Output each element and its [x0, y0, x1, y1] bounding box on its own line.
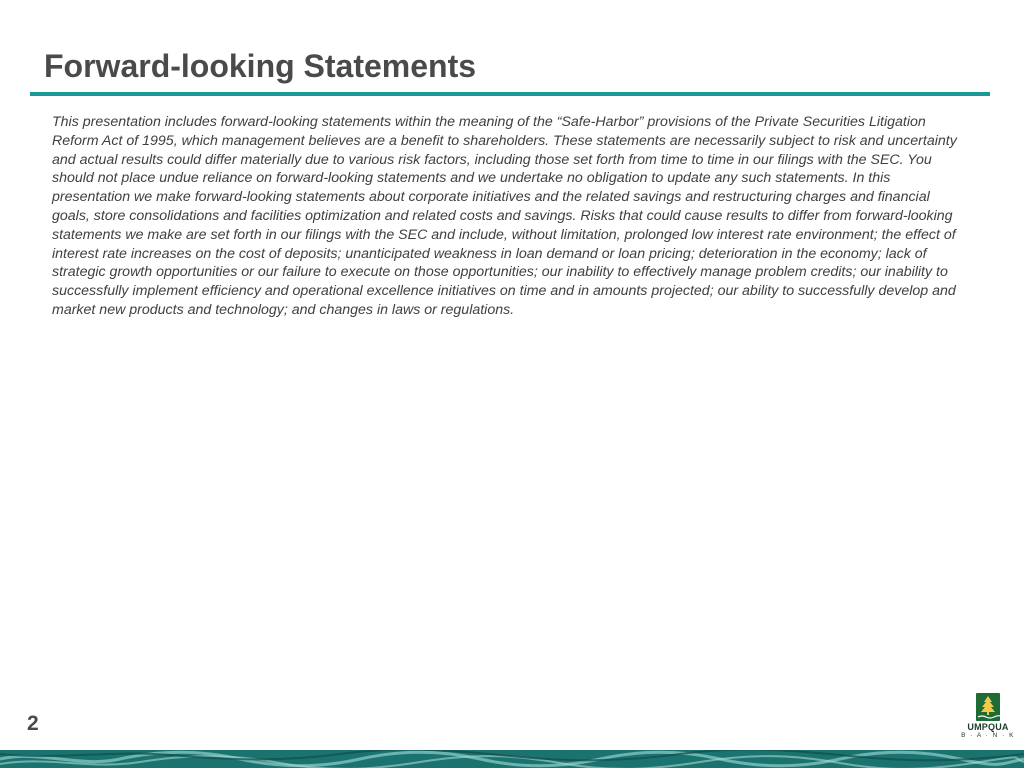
disclaimer-paragraph: This presentation includes forward-looking statements within the meaning of the “Safe-Harbor” provisions of the Private Securities Litigation Reform Act of 1995, which management believes are a benefit to shareholders. These statements are necessarily subject to risk and uncertainty and actual results could differ materially due to various risk factors, including those set forth from time to time in our filings with the SEC. You should not place undue reliance on forward-looking statements and we undertake no obligation to update any such statements. In this presentation we make forward-looking statements about corporate initiatives and the related savings and restructuring charges and financial goals, store consolidations and facilities optimization and related costs and savings. Risks that could cause results to differ from forward-looking statements we make are set forth in our filings with the SEC and include, without limitation, prolonged low interest rate environment; the effect of interest rate increases on the cost of deposits; unanticipated weakness in loan demand or loan pricing; deterioration in the economy; lack of strategic growth opportunities or our failure to execute on those opportunities; our inability to effectively manage problem credits; our inability to successfully implement efficiency and operational excellence initiatives on time and in amounts projected; our ability to successfully develop and market new products and technology; and changes in laws or regulations.	[52, 114, 957, 318]
title-divider	[30, 92, 990, 96]
logo-subtitle: B · A · N · K	[961, 732, 1015, 739]
logo-wordmark: UMPQUA	[967, 722, 1009, 732]
tree-river-logo-icon	[976, 693, 1000, 721]
decorative-footer-band	[0, 750, 1024, 768]
page-number: 2	[27, 712, 39, 735]
umpqua-bank-logo	[958, 693, 1018, 745]
slide-title: Forward-looking Statements	[44, 48, 477, 84]
